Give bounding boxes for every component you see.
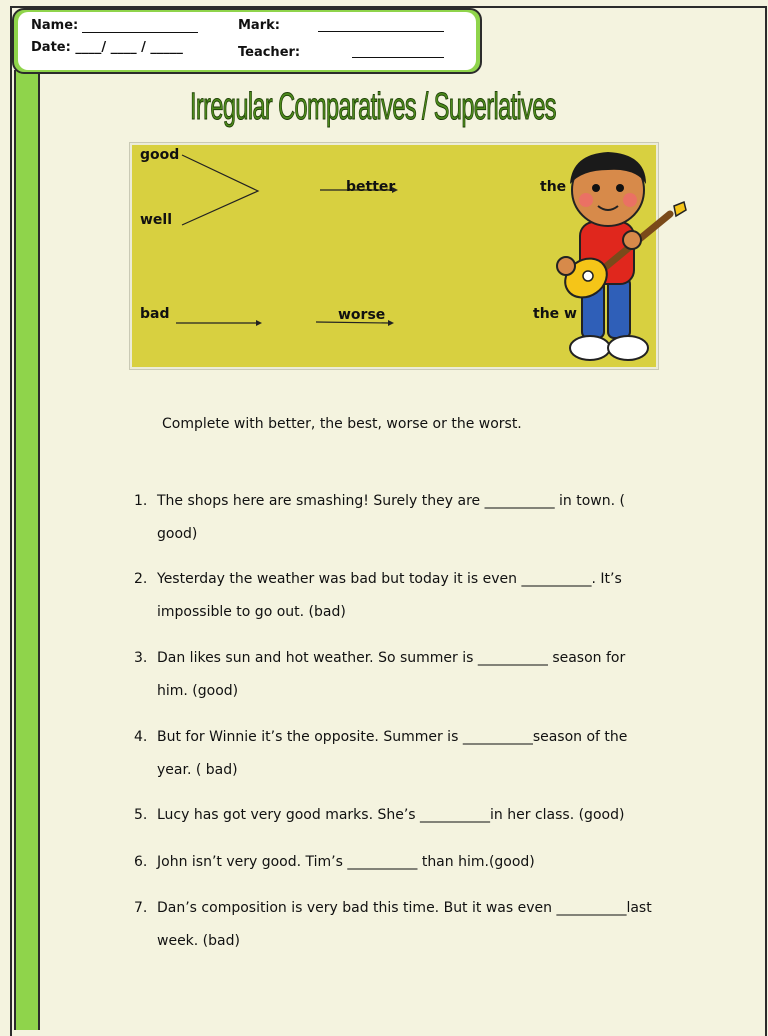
question-text: But for Winnie it’s the opposite. Summer is __________season of the year. ( bad) — [157, 729, 628, 778]
green-margin-bar — [14, 70, 40, 1030]
arrow-head — [256, 320, 262, 326]
question-text: Dan’s composition is very bad this time. But it was even __________last week. (bad) — [157, 900, 652, 949]
merge-chevron — [182, 155, 258, 225]
word-better: better — [346, 179, 396, 195]
instruction-text: Complete with better, the best, worse or the worst. — [162, 416, 522, 432]
word-well: well — [140, 212, 173, 228]
word-worse: worse — [338, 307, 386, 323]
mark-field[interactable] — [318, 31, 444, 32]
question-number: 5. — [134, 807, 148, 823]
word-the-worst: the w — [533, 306, 577, 322]
teacher-field[interactable] — [352, 57, 444, 58]
name-label: Name: — [31, 18, 79, 33]
name-field[interactable] — [82, 32, 198, 33]
question-text: Lucy has got very good marks. She’s __________in her class. (good) — [157, 807, 625, 823]
question-text: John isn’t very good. Tim’s __________ than him.(good) — [157, 854, 535, 870]
question-number: 6. — [134, 854, 148, 870]
word-good: good — [140, 147, 180, 163]
word-the-best: the — [540, 179, 567, 195]
question-number: 2. — [134, 571, 148, 587]
teacher-label: Teacher: — [238, 45, 301, 60]
boy-with-guitar-illustration — [546, 148, 688, 370]
question-text: Yesterday the weather was bad but today it is even __________. It’s impossible to go out. (bad) — [157, 571, 622, 620]
page-title: Irregular Comparatives / Superlatives — [190, 86, 556, 128]
date-label: Date: ____/ ____ / _____ — [31, 40, 183, 55]
mark-label: Mark: — [238, 18, 280, 33]
question-number: 4. — [134, 729, 148, 745]
arrow-head — [388, 320, 394, 326]
question-text: The shops here are smashing! Surely they are __________ in town. ( good) — [157, 493, 625, 542]
question-number: 3. — [134, 650, 148, 666]
question-text: Dan likes sun and hot weather. So summer is __________ season for him. (good) — [157, 650, 626, 699]
question-number: 1. — [134, 493, 148, 509]
word-bad: bad — [140, 306, 170, 322]
question-number: 7. — [134, 900, 148, 916]
